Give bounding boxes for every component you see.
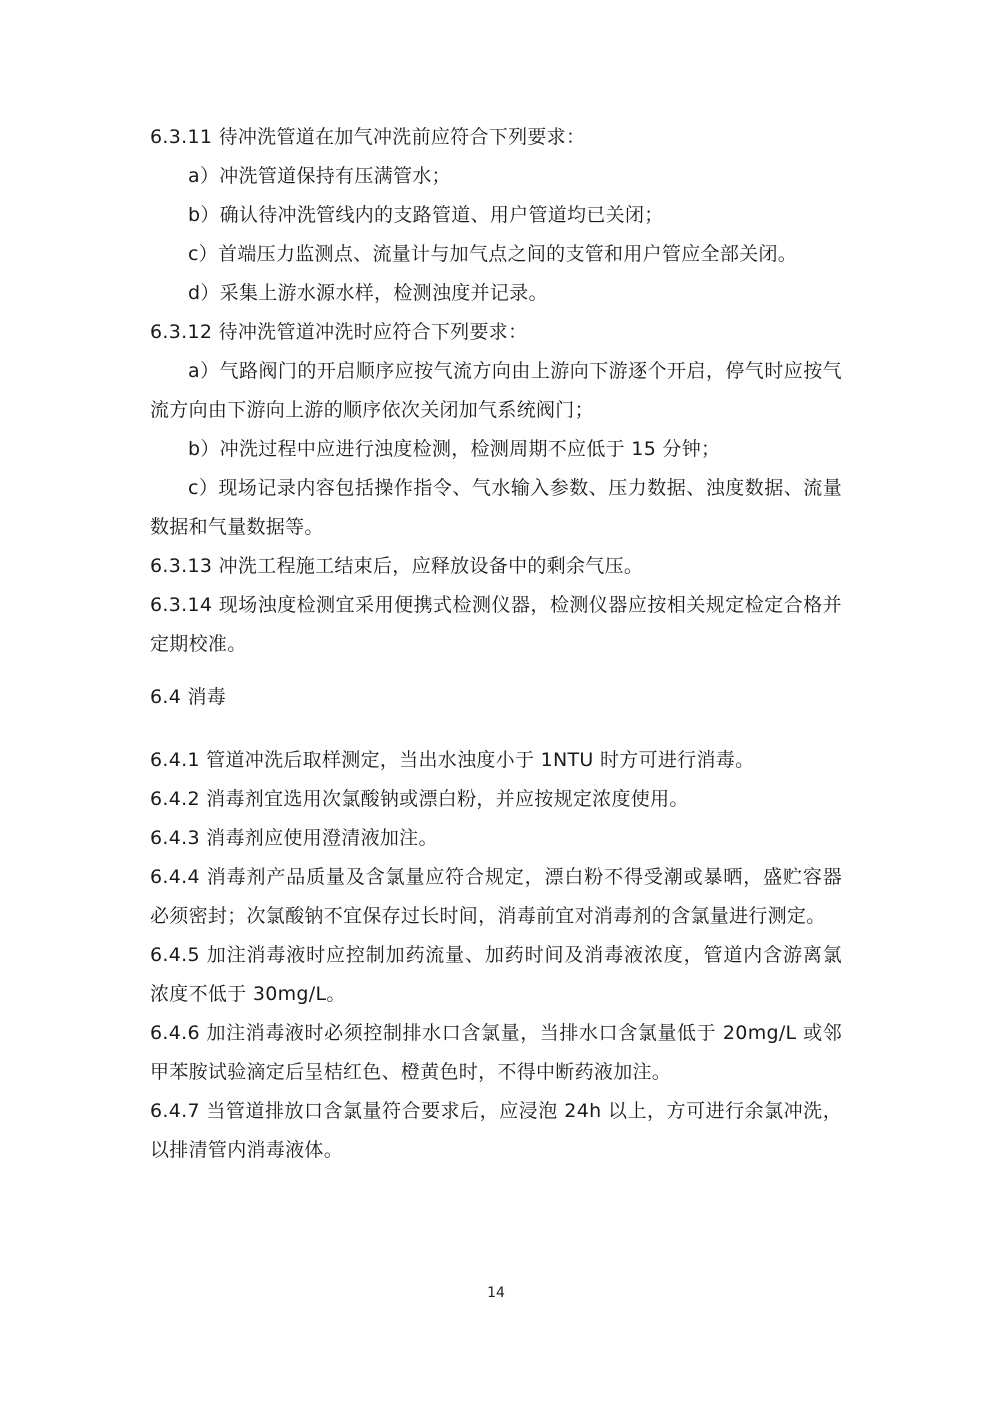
clause-6-3-12-item-b: b）冲洗过程中应进行浊度检测，检测周期不应低于 15 分钟； (188, 438, 721, 460)
clause-6-3-13: 6.3.13 冲洗工程施工结束后，应释放设备中的剩余气压。 (150, 555, 644, 577)
clause-6-3-14: 6.3.14 现场浊度检测宜采用便携式检测仪器，检测仪器应按相关规定检定合格并定期校准。 (150, 594, 842, 655)
clause-6-3-11-item-b: b）确认待冲洗管线内的支路管道、用户管道均已关闭； (188, 204, 664, 226)
clause-6-3-11-item-a: a）冲洗管道保持有压满管水； (188, 165, 451, 187)
clause-6-3-12: 6.3.12 待冲洗管道冲洗时应符合下列要求： (150, 321, 528, 343)
clause-6-4-4: 6.4.4 消毒剂产品质量及含氯量应符合规定，漂白粉不得受潮或暴晒，盛贮容器必须密封；次氯酸钠不宜保存过长时间，消毒前宜对消毒剂的含氯量进行测定。 (150, 866, 842, 927)
clause-6-4-6: 6.4.6 加注消毒液时必须控制排水口含氯量，当排水口含氯量低于 20mg/L 或邻甲苯胺试验滴定后呈桔红色、橙黄色时，不得中断药液加注。 (150, 1022, 842, 1083)
clause-6-3-11: 6.3.11 待冲洗管道在加气冲洗前应符合下列要求： (150, 126, 586, 148)
clause-6-3-11-item-c: c）首端压力监测点、流量计与加气点之间的支管和用户管应全部关闭。 (188, 243, 798, 265)
clause-6-3-12-item-c: c）现场记录内容包括操作指令、气水输入参数、压力数据、浊度数据、流量数据和气量数据等。 (150, 477, 842, 538)
clause-6-3-11-item-d: d）采集上游水源水样，检测浊度并记录。 (188, 282, 548, 304)
clause-6-4-3: 6.4.3 消毒剂应使用澄清液加注。 (150, 827, 438, 849)
clause-6-4-5: 6.4.5 加注消毒液时应控制加药流量、加药时间及消毒液浓度，管道内含游离氯浓度不低于 30mg/L。 (150, 944, 842, 1005)
clause-6-4-1: 6.4.1 管道冲洗后取样测定，当出水浊度小于 1NTU 时方可进行消毒。 (150, 749, 755, 771)
document-body (150, 118, 842, 1170)
section-heading-6-4: 6.4 消毒 (150, 686, 227, 708)
page-number: 14 (487, 1285, 505, 1301)
clause-6-3-12-item-a: a）气路阀门的开启顺序应按气流方向由上游向下游逐个开启，停气时应按气流方向由下游向上游的顺序依次关闭加气系统阀门； (150, 360, 842, 421)
clause-6-4-7: 6.4.7 当管道排放口含氯量符合要求后，应浸泡 24h 以上，方可进行余氯冲洗，以排清管内消毒液体。 (150, 1100, 842, 1161)
clause-6-4-2: 6.4.2 消毒剂宜选用次氯酸钠或漂白粉，并应按规定浓度使用。 (150, 788, 689, 810)
